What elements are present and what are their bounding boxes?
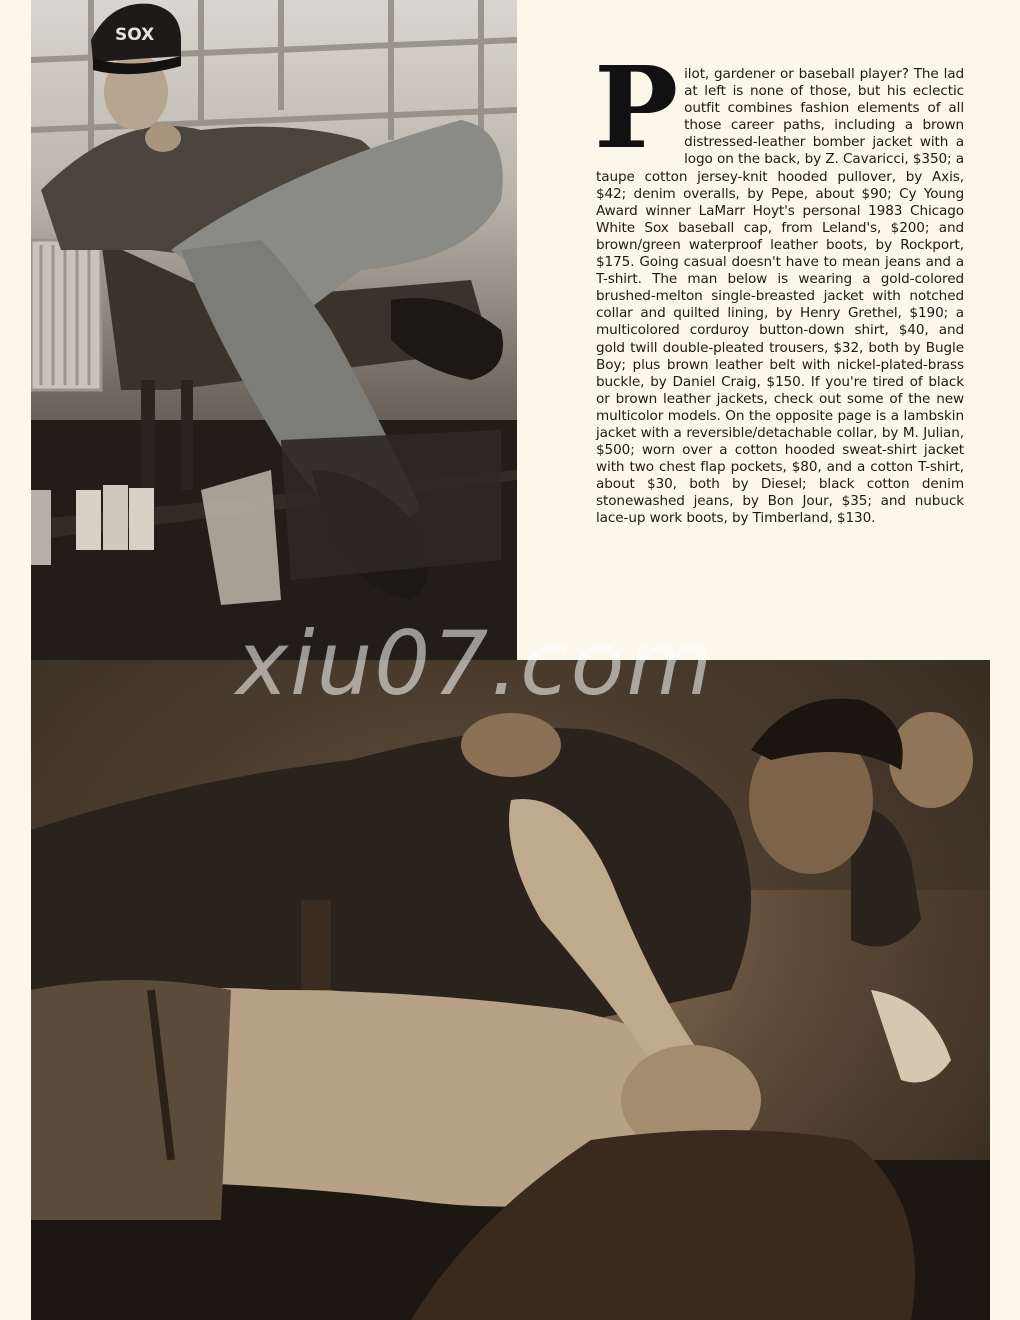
article-body (594, 43, 964, 528)
photo-bottom-illustration (31, 660, 990, 1320)
watermark: xiu07.com (236, 612, 715, 715)
photo-top-illustration (31, 0, 517, 660)
cap-logo-text: SOX (115, 25, 155, 45)
article-text: ilot, gardener or baseball player? The lad at left is none of those, but his eclectic outfit combines fashion elements of all those career paths, including a brown distressed-leather bomber jacket with a logo on the back, by Z. Cavaricci, $350; a taupe cotton jersey-knit hooded pullover, by Axis, $42; denim overalls, by Pepe, about $90; Cy Young Award winner LaMarr Hoyt's personal 1983 Chicago White Sox baseball cap, from Leland's, $200; and brown/green waterproof leather boots, by Rockport, $175. Going casual doesn't have to mean jeans and a T-shirt. The man below is wearing a gold-colored brushed-melton single-breasted jacket with notched collar and quilted lining, by Henry Grethel, $190; a multicolored corduroy button-down shirt, $40, and gold twill double-pleated trousers, $32, both by Bugle Boy; plus brown leather belt with nickel-plated-brass buckle, by Daniel Craig, $150. If you're tired of black or brown leather jackets, check out some of the new multicolor models. On the opposite page is a lambskin jacket with a reversible/detachable collar, by M. Julian, $500; worn over a cotton hooded sweat-shirt jacket with two chest flap pockets, $80, and a cotton T-shirt, about $30, both by Diesel; black cotton denim stonewashed jeans, by Bon Jour, $35; and nubuck lace-up work boots, by Timberland, $130. (596, 66, 964, 527)
photo-man-in-bomber-jacket (31, 0, 517, 660)
photo-couple-on-floor (31, 660, 990, 1320)
drop-cap: P (594, 43, 679, 174)
